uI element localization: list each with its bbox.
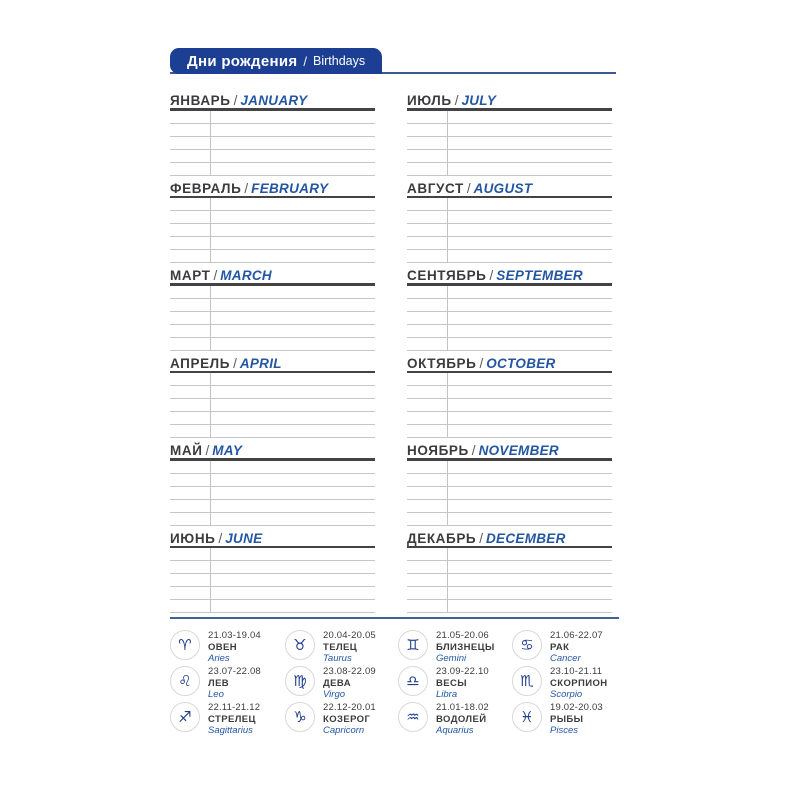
zodiac-cell-cancer: [512, 630, 612, 666]
month-writing-lines: [407, 548, 612, 613]
writing-line: [407, 412, 612, 425]
month-name-ru: МАРТ: [170, 268, 211, 283]
month-header: [407, 269, 612, 282]
writing-line: [407, 211, 612, 224]
zodiac-name-en: Aries: [208, 653, 230, 664]
month-header: [407, 357, 612, 370]
month-name-ru: ДЕКАБРЬ: [407, 530, 477, 546]
zodiac-dates: 23.09-22.10: [436, 666, 489, 677]
writing-line: [170, 250, 375, 263]
writing-line: [170, 299, 375, 312]
cancer-icon: ♋: [512, 630, 542, 660]
zodiac-dates: 21.05-20.06: [436, 630, 489, 641]
zodiac-name-en: Cancer: [550, 653, 581, 664]
month-writing-lines: [170, 373, 375, 438]
month-name-ru: ЯНВАРЬ: [170, 93, 231, 108]
month-block-may: [170, 444, 375, 532]
month-block-february: [170, 182, 375, 270]
month-writing-lines: [407, 373, 612, 438]
month-header: [407, 444, 612, 457]
aries-icon: ♈: [170, 630, 200, 660]
zodiac-dates: 21.06-22.07: [550, 630, 603, 641]
date-column-divider: [447, 286, 448, 351]
zodiac-cell-taurus: [285, 630, 398, 666]
month-writing-lines: [407, 198, 612, 263]
zodiac-dates: 22.12-20.01: [323, 702, 376, 713]
zodiac-name-en: Aquarius: [436, 725, 474, 736]
zodiac-name-ru: СТРЕЛЕЦ: [208, 713, 256, 725]
writing-line: [407, 325, 612, 338]
date-column-divider: [210, 111, 211, 176]
writing-line: [407, 250, 612, 263]
zodiac-name-ru: ЛЕВ: [208, 677, 230, 689]
zodiac-text: [208, 666, 261, 701]
writing-line: [170, 237, 375, 250]
month-writing-lines: [407, 461, 612, 526]
writing-line: [407, 425, 612, 438]
month-writing-lines: [170, 111, 375, 176]
writing-line: [407, 312, 612, 325]
month-name-en: OCTOBER: [486, 355, 556, 371]
date-column-divider: [210, 198, 211, 263]
month-name-en: JUNE: [225, 530, 263, 546]
month-block-march: [170, 269, 375, 357]
month-header: [170, 94, 375, 107]
writing-line: [170, 425, 375, 438]
month-header: [170, 444, 375, 457]
zodiac-text: [436, 630, 495, 665]
zodiac-separator-line: [170, 617, 619, 619]
month-name-en: SEPTEMBER: [496, 268, 583, 283]
writing-line: [170, 338, 375, 351]
writing-line: [170, 163, 375, 176]
month-separator: /: [479, 355, 484, 371]
zodiac-dates: 21.01-18.02: [436, 702, 489, 713]
zodiac-text: [550, 630, 603, 665]
writing-line: [407, 587, 612, 600]
zodiac-dates: 19.02-20.03: [550, 702, 603, 713]
gemini-icon: ♊: [398, 630, 428, 660]
month-writing-lines: [170, 548, 375, 613]
writing-line: [170, 600, 375, 613]
month-separator: /: [479, 530, 483, 546]
month-separator: /: [471, 443, 476, 458]
date-column-divider: [210, 373, 211, 438]
writing-line: [407, 500, 612, 513]
month-name-ru: АПРЕЛЬ: [170, 355, 231, 371]
writing-line: [170, 500, 375, 513]
writing-line: [170, 474, 375, 487]
page-title-separator: /: [303, 53, 308, 69]
month-name-ru: ИЮНЬ: [170, 530, 216, 546]
date-column-divider: [447, 111, 448, 176]
month-writing-lines: [407, 286, 612, 351]
zodiac-cell-sagittarius: [170, 702, 285, 738]
month-block-july: [407, 94, 612, 182]
zodiac-name-ru: КОЗЕРОГ: [323, 713, 371, 725]
zodiac-cell-leo: [170, 666, 285, 702]
zodiac-cell-aquarius: [398, 702, 512, 738]
month-name-en: JULY: [461, 93, 497, 108]
zodiac-name-ru: РЫБЫ: [550, 713, 584, 725]
writing-line: [407, 399, 612, 412]
writing-line: [170, 137, 375, 150]
month-block-november: [407, 444, 612, 532]
writing-line: [407, 548, 612, 561]
writing-line: [170, 399, 375, 412]
month-block-october: [407, 357, 612, 445]
writing-line: [407, 338, 612, 351]
zodiac-dates: 23.10-21.11: [550, 666, 603, 677]
writing-line: [170, 412, 375, 425]
writing-line: [407, 163, 612, 176]
month-name-ru: АВГУСТ: [407, 180, 464, 196]
zodiac-text: [436, 666, 489, 701]
sagittarius-icon: ♐: [170, 702, 200, 732]
capricorn-icon: ♑: [285, 702, 315, 732]
writing-line: [170, 312, 375, 325]
writing-line: [407, 150, 612, 163]
taurus-icon: ♉: [285, 630, 315, 660]
month-block-april: [170, 357, 375, 445]
month-block-september: [407, 269, 612, 357]
zodiac-text: [323, 702, 376, 737]
month-header: [170, 182, 375, 195]
month-name-en: APRIL: [239, 355, 282, 371]
zodiac-cell-capricorn: [285, 702, 398, 738]
zodiac-name-ru: СКОРПИОН: [550, 677, 608, 689]
date-column-divider: [210, 548, 211, 613]
zodiac-dates: 20.04-20.05: [323, 630, 376, 641]
zodiac-name-ru: ВОДОЛЕЙ: [436, 713, 487, 725]
zodiac-cell-scorpio: [512, 666, 612, 702]
month-separator: /: [454, 93, 459, 108]
date-column-divider: [447, 461, 448, 526]
month-block-june: [170, 532, 375, 620]
writing-line: [170, 574, 375, 587]
month-name-ru: НОЯБРЬ: [407, 443, 469, 458]
month-header: [407, 532, 612, 545]
writing-line: [170, 561, 375, 574]
writing-line: [170, 386, 375, 399]
zodiac-table: [170, 630, 612, 738]
zodiac-cell-virgo: [285, 666, 398, 702]
writing-line: [407, 574, 612, 587]
zodiac-dates: 23.08-22.09: [323, 666, 376, 677]
writing-line: [170, 548, 375, 561]
writing-line: [170, 513, 375, 526]
writing-line: [170, 461, 375, 474]
month-separator: /: [244, 180, 249, 196]
zodiac-dates: 23.07-22.08: [208, 666, 261, 677]
month-name-en: MAY: [212, 443, 243, 458]
libra-icon: ♎: [398, 666, 428, 696]
month-writing-lines: [170, 198, 375, 263]
writing-line: [407, 487, 612, 500]
zodiac-name-ru: ВЕСЫ: [436, 677, 467, 689]
writing-line: [407, 474, 612, 487]
writing-line: [170, 373, 375, 386]
writing-line: [407, 137, 612, 150]
writing-line: [407, 224, 612, 237]
aquarius-icon: ♒: [398, 702, 428, 732]
writing-line: [170, 487, 375, 500]
zodiac-name-en: Libra: [436, 689, 458, 700]
zodiac-name-ru: ДЕВА: [323, 677, 351, 689]
month-separator: /: [213, 268, 218, 283]
date-column-divider: [210, 461, 211, 526]
zodiac-text: [436, 702, 489, 737]
month-header: [170, 269, 375, 282]
month-header: [407, 182, 612, 195]
virgo-icon: ♍: [285, 666, 315, 696]
month-writing-lines: [170, 286, 375, 351]
zodiac-name-en: Virgo: [323, 689, 346, 700]
writing-line: [407, 461, 612, 474]
writing-line: [407, 299, 612, 312]
month-name-en: JANUARY: [240, 93, 308, 108]
month-name-ru: МАЙ: [170, 443, 203, 458]
zodiac-cell-aries: [170, 630, 285, 666]
date-column-divider: [210, 286, 211, 351]
writing-line: [170, 224, 375, 237]
writing-line: [407, 386, 612, 399]
scorpio-icon: ♏: [512, 666, 542, 696]
zodiac-text: [323, 666, 376, 701]
month-name-ru: СЕНТЯБРЬ: [407, 268, 487, 283]
page-title-en: Birthdays: [313, 54, 366, 68]
month-block-december: [407, 532, 612, 620]
month-header: [170, 357, 375, 370]
zodiac-text: [208, 702, 260, 737]
zodiac-name-en: Taurus: [323, 653, 352, 664]
writing-line: [170, 286, 375, 299]
zodiac-name-en: Sagittarius: [208, 725, 253, 736]
page-title-ru: Дни рождения: [187, 52, 298, 70]
writing-line: [170, 325, 375, 338]
zodiac-dates: 22.11-21.12: [208, 702, 261, 713]
writing-line: [407, 600, 612, 613]
writing-line: [407, 286, 612, 299]
month-writing-lines: [407, 111, 612, 176]
month-writing-lines: [170, 461, 375, 526]
zodiac-name-ru: БЛИЗНЕЦЫ: [436, 641, 495, 653]
zodiac-cell-libra: [398, 666, 512, 702]
month-name-en: MARCH: [220, 268, 272, 283]
month-name-en: DECEMBER: [486, 530, 566, 546]
writing-line: [407, 124, 612, 137]
month-block-august: [407, 182, 612, 270]
zodiac-name-en: Gemini: [436, 653, 467, 664]
month-name-ru: ФЕВРАЛЬ: [170, 180, 242, 196]
month-name-en: NOVEMBER: [478, 443, 559, 458]
month-separator: /: [218, 530, 223, 546]
zodiac-dates: 21.03-19.04: [208, 630, 261, 641]
writing-line: [170, 198, 375, 211]
month-name-en: AUGUST: [473, 180, 533, 196]
month-separator: /: [205, 443, 210, 458]
writing-line: [170, 587, 375, 600]
writing-line: [407, 513, 612, 526]
zodiac-text: [550, 666, 608, 701]
page-header: [170, 48, 616, 74]
month-separator: /: [233, 355, 237, 371]
zodiac-name-en: Leo: [208, 689, 224, 700]
month-block-january: [170, 94, 375, 182]
months-grid: [170, 94, 612, 619]
writing-line: [407, 111, 612, 124]
date-column-divider: [447, 373, 448, 438]
page-title-tab: [170, 48, 382, 74]
zodiac-cell-pisces: [512, 702, 612, 738]
writing-line: [170, 124, 375, 137]
writing-line: [407, 237, 612, 250]
zodiac-text: [208, 630, 261, 665]
writing-line: [170, 111, 375, 124]
zodiac-name-ru: ТЕЛЕЦ: [323, 641, 358, 653]
month-name-en: FEBRUARY: [251, 180, 329, 196]
zodiac-name-en: Pisces: [550, 725, 578, 736]
month-separator: /: [466, 180, 471, 196]
month-header: [407, 94, 612, 107]
date-column-divider: [447, 198, 448, 263]
month-separator: /: [233, 93, 238, 108]
pisces-icon: ♓: [512, 702, 542, 732]
zodiac-text: [550, 702, 603, 737]
writing-line: [170, 150, 375, 163]
zodiac-name-ru: РАК: [550, 641, 570, 653]
writing-line: [170, 211, 375, 224]
writing-line: [407, 373, 612, 386]
zodiac-cell-gemini: [398, 630, 512, 666]
leo-icon: ♌: [170, 666, 200, 696]
writing-line: [407, 198, 612, 211]
date-column-divider: [447, 548, 448, 613]
writing-line: [407, 561, 612, 574]
month-name-ru: ИЮЛЬ: [407, 93, 452, 108]
zodiac-text: [323, 630, 376, 665]
month-header: [170, 532, 375, 545]
zodiac-name-ru: ОВЕН: [208, 641, 238, 653]
zodiac-name-en: Capricorn: [323, 725, 365, 736]
month-name-ru: ОКТЯБРЬ: [407, 355, 477, 371]
month-separator: /: [489, 268, 494, 283]
zodiac-name-en: Scorpio: [550, 689, 583, 700]
